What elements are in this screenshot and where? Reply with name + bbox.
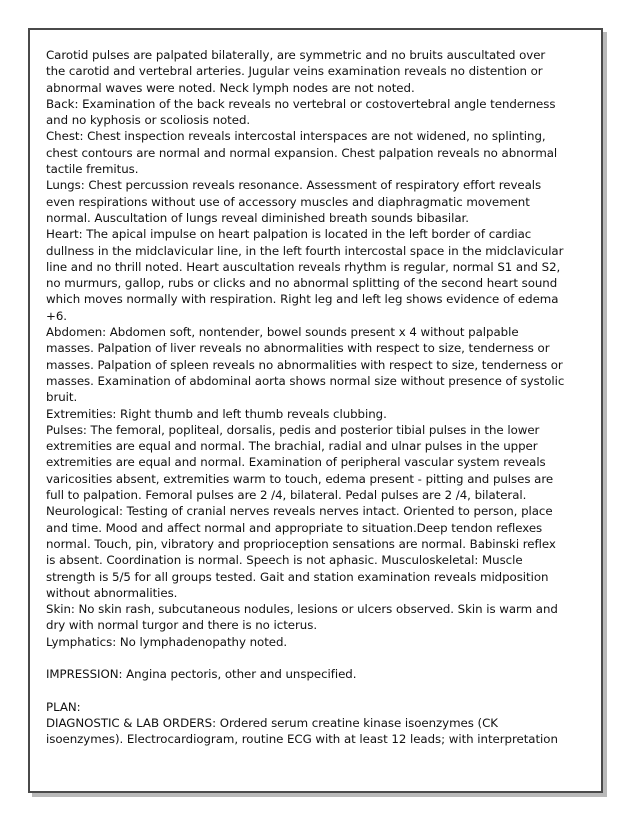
paragraph-neurological: Neurological: Testing of cranial nerves reveals nerves intact. Oriented to person, place and time. Mood and affect normal and appropriate to situation.Deep tendon reflexes normal. Touch, pin, vibratory and proprioception sensations are normal. Babinski reflex is absent. Coordination is normal. Speech is not aphasic. Musculoskeletal: Muscle strength is 5/5 for all groups tested. Gait and station examination reveals midposition without abnormalities. bbox=[46, 504, 556, 600]
paragraph-pulses: Pulses: The femoral, popliteal, dorsalis, pedis and posterior tibial pulses in the lower extremities are equal and normal. The brachial, radial and ulnar pulses in the upper extremities are equal and normal. Examination of peripheral vascular system reveals varicosities absent, extremities warm to touch, edema present - pitting and pulses are full to palpation. Femoral pulses are 2 /4, bilateral. Pedal pulses are 2 /4, bilateral. bbox=[46, 422, 554, 503]
plan-text: DIAGNOSTIC & LAB ORDERS: Ordered serum creatine kinase isoenzymes (CK isoenzymes). Electrocardiogram, routine ECG with at least 12 leads; with interpretation bbox=[46, 716, 558, 747]
spacer bbox=[46, 683, 566, 699]
paragraph-abdomen: Abdomen: Abdomen soft, nontender, bowel sounds present x 4 without palpable masses. Palpation of liver reveals no abnormalities with respect to size, tenderness or masses. Palpation of spleen reveals no abnormalities with respect to size, tenderness or masses. Examination of abdominal aorta shows normal size without presence of systolic bruit. bbox=[46, 325, 565, 405]
paragraph-extremities: Extremities: Right thumb and left thumb reveals clubbing. bbox=[46, 406, 387, 421]
paragraph-chest: Chest: Chest inspection reveals intercostal interspaces are not widened, no splinting, chest contours are normal and normal expansion. Chest palpation reveals no abnormal tactile fremitus. bbox=[46, 129, 558, 177]
spacer bbox=[46, 650, 566, 666]
paragraph-heart: Heart: The apical impulse on heart palpation is located in the left border of cardiac dullness in the midclavicular line, in the left fourth intercostal space in the midclavicular line and no thrill noted. Heart auscultation reveals rhythm is regular, normal S1 and S2, no murmurs, gallop, rubs or clicks and no abnormal splitting of the second heart sound which moves normally with respiration. Right leg and left leg shows evidence of edema +6. bbox=[46, 227, 564, 323]
paragraph-back: Back: Examination of the back reveals no vertebral or costovertebral angle tenderness and no kyphosis or scoliosis noted. bbox=[46, 96, 556, 128]
document-body bbox=[46, 47, 566, 748]
paragraph-neck: Carotid pulses are palpated bilaterally, are symmetric and no bruits auscultated over the carotid and vertebral arteries. Jugular veins examination reveals no distention or abnormal waves were noted. Neck lymph nodes are not noted. bbox=[46, 48, 546, 95]
impression: IMPRESSION: Angina pectoris, other and unspecified. bbox=[46, 667, 357, 682]
paragraph-lymphatics: Lymphatics: No lymphadenopathy noted. bbox=[46, 634, 288, 649]
plan-heading: PLAN: bbox=[46, 699, 81, 714]
paragraph-skin: Skin: No skin rash, subcutaneous nodules, lesions or ulcers observed. Skin is warm and dry with normal turgor and there is no icterus. bbox=[46, 602, 558, 633]
paragraph-lungs: Lungs: Chest percussion reveals resonance. Assessment of respiratory effort reveals even respirations without use of accessory muscles and diaphragmatic movement normal. Auscultation of lungs reveal diminished breath sounds bibasilar. bbox=[46, 178, 542, 225]
